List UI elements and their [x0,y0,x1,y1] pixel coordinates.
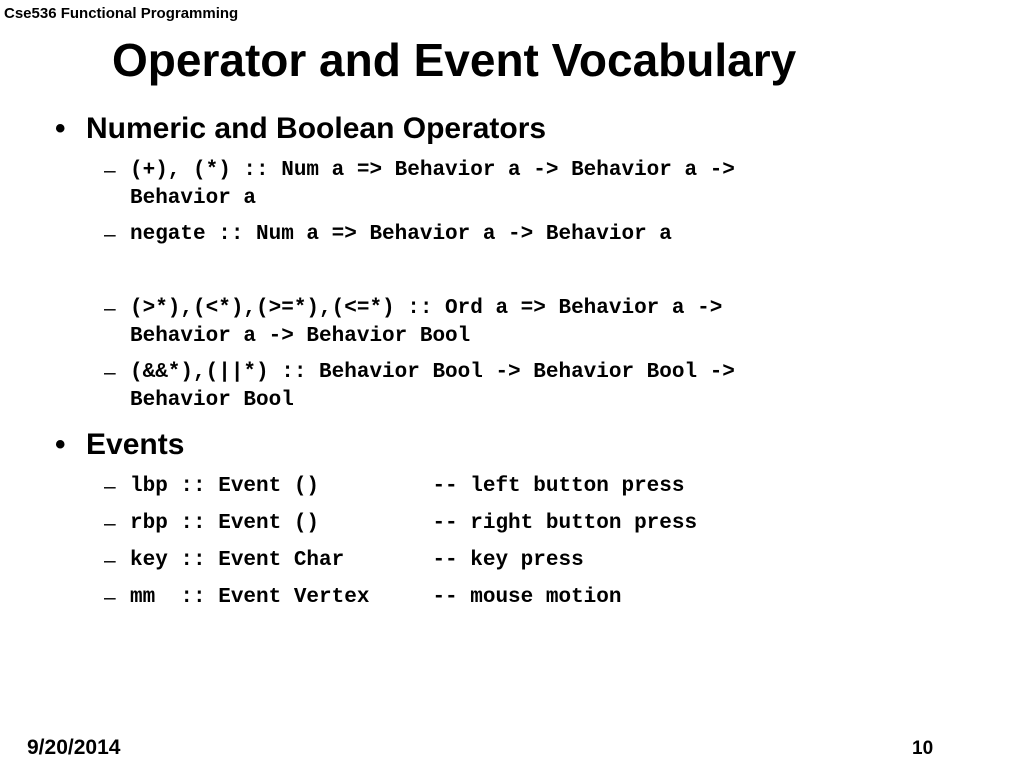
dash-icon: – [104,223,116,246]
dash-icon: – [104,586,116,609]
bullet-icon: • [55,428,66,461]
page-number: 10 [912,738,934,759]
sub-item-text: rbp :: Event () -- right button press [130,512,698,535]
course-name: Cse536 Functional Programming [4,5,239,22]
dash-icon: – [104,361,116,384]
dash-icon: – [104,549,116,572]
slide-title: Operator and Event Vocabulary [112,34,797,86]
bullet-label: Numeric and Boolean Operators [86,112,547,145]
dash-icon: – [104,159,116,182]
footer-date: 9/20/2014 [27,736,121,759]
bullet-events [55,428,184,462]
sub-item-text: (&&*),(||*) :: Behavior Bool -> Behavior Bool -> Behavior Bool [130,361,735,412]
bullet-icon: • [55,112,66,145]
dash-icon: – [104,297,116,320]
dash-icon: – [104,512,116,535]
sub-item-text: key :: Event Char -- key press [130,549,584,572]
bullet-numeric-boolean-operators [55,112,546,146]
sub-item-text: (>*),(<*),(>=*),(<=*) :: Ord a => Behavior a -> Behavior a -> Behavior Bool [130,297,723,348]
sub-item-text: negate :: Num a => Behavior a -> Behavior a [130,223,672,246]
dash-icon: – [104,475,116,498]
bullet-label: Events [86,428,185,461]
sub-item-text: lbp :: Event () -- left button press [130,475,685,498]
sub-item-mm [104,584,622,696]
sub-item-text: (+), (*) :: Num a => Behavior a -> Behavior a -> Behavior a [130,159,735,210]
sub-item-text: mm :: Event Vertex -- mouse motion [130,586,622,609]
